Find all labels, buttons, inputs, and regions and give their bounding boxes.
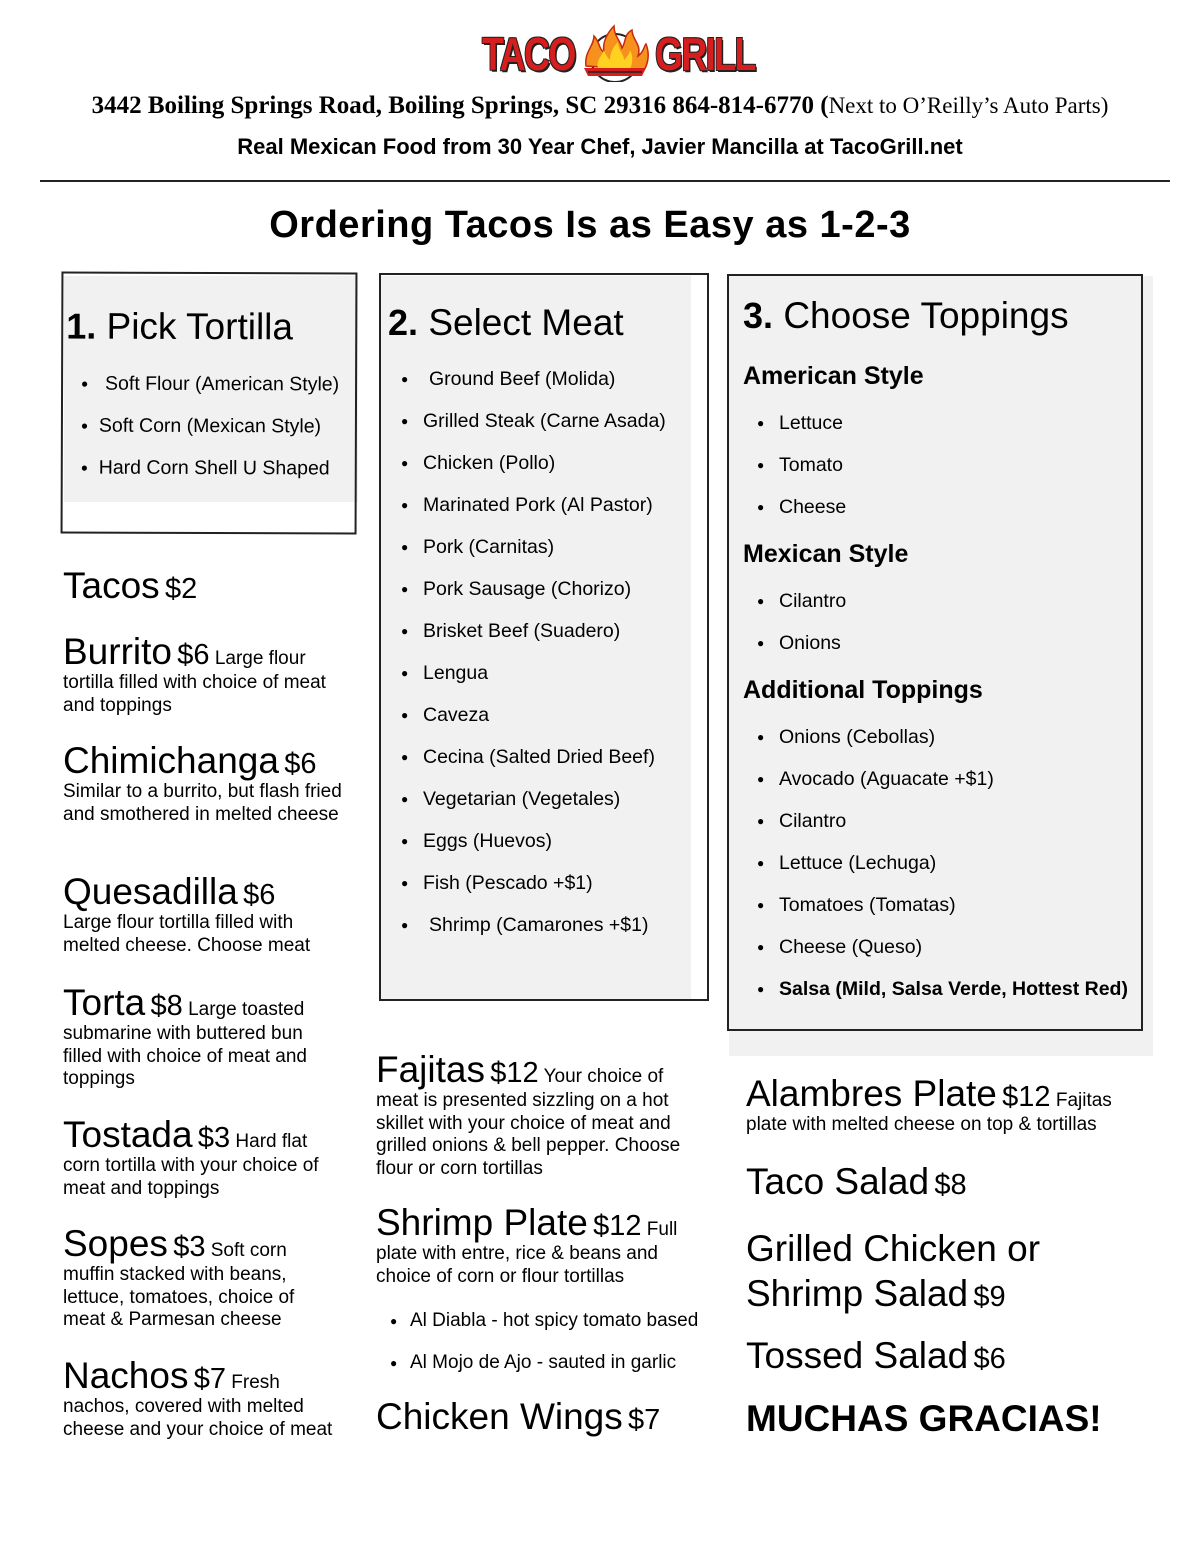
logo-text-taco: TACO <box>482 28 575 80</box>
menu-item-quesadilla <box>63 872 343 957</box>
item-desc: meat is presented sizzling on a hot skillet with your choice of meat and grilled onions & bell pepper. Choose flour or corn tortillas <box>376 1090 681 1179</box>
list-item: ● Fish (Pescado +$1) <box>387 862 666 904</box>
list-item: ● Soft Flour (American Style) <box>67 363 339 406</box>
step2-heading <box>388 303 624 343</box>
list-item: ● Shrimp (Camarones +$1) <box>387 904 666 946</box>
list-item: ● Lettuce <box>743 402 846 444</box>
item-price: $8 <box>150 990 183 1022</box>
address-text: 3442 Boiling Springs Road, Boiling Springs, SC 29316 864-814-6770 ( <box>91 92 829 119</box>
american-style-heading: American Style <box>743 362 924 390</box>
tagline: Real Mexican Food from 30 Year Chef, Javier Mancilla at TacoGrill.net <box>237 134 963 159</box>
flame-logo-icon <box>572 22 658 82</box>
step2-box <box>379 273 709 1001</box>
item-name: Grilled Chicken or <box>746 1228 1041 1269</box>
item-name: Alambres Plate <box>746 1073 997 1114</box>
step1-heading <box>66 307 293 348</box>
step3-heading <box>743 296 1069 336</box>
item-desc-inline: Fresh <box>231 1372 280 1393</box>
step1-title: Pick Tortilla <box>106 305 294 348</box>
menu-item-burrito <box>63 632 353 717</box>
item-price: $6 <box>973 1343 1006 1375</box>
item-name: Fajitas <box>376 1049 485 1090</box>
item-desc-inline: Your choice of <box>543 1066 664 1087</box>
step3-number: 3. <box>743 295 774 336</box>
list-item: ● Onions (Cebollas) <box>743 716 1128 758</box>
list-item: ● Grilled Steak (Carne Asada) <box>387 400 666 442</box>
item-desc-inline: Soft corn <box>210 1240 287 1261</box>
item-desc: submarine with buttered bun filled with choice of meat and toppings <box>63 1023 307 1089</box>
list-item: ● Cecina (Salted Dried Beef) <box>387 736 666 778</box>
list-item: ● Eggs (Huevos) <box>387 820 666 862</box>
address-note: Next to O’Reilly’s Auto Parts) <box>828 93 1109 118</box>
list-item: ● Brisket Beef (Suadero) <box>387 610 666 652</box>
item-name: Nachos <box>63 1355 189 1396</box>
taco-grill-logo <box>480 22 760 82</box>
mexican-toppings-list <box>743 580 846 664</box>
list-item: ● Al Diabla - hot spicy tomato based <box>376 1300 698 1342</box>
item-name: Taco Salad <box>746 1161 930 1202</box>
list-item: ● Avocado (Aguacate +$1) <box>743 758 1128 800</box>
item-desc-inline: Full <box>646 1219 678 1240</box>
menu-item-tostada <box>63 1115 343 1200</box>
item-desc-inline: Fajitas <box>1055 1090 1112 1111</box>
additional-toppings-list <box>743 716 1128 1010</box>
item-desc: nachos, covered with melted cheese and your choice of meat <box>63 1396 333 1440</box>
item-name: Sopes <box>63 1223 168 1264</box>
american-toppings-list <box>743 402 846 528</box>
item-name-line2: Shrimp Salad <box>746 1273 969 1314</box>
step1-box <box>61 271 358 534</box>
tortilla-list <box>67 363 340 490</box>
step3-title: Choose Toppings <box>783 295 1069 336</box>
item-desc: plate with entre, rice & beans and choice of corn or flour tortillas <box>376 1243 659 1287</box>
item-price: $3 <box>197 1122 231 1154</box>
item-name: Tacos <box>63 565 160 606</box>
page-title: Ordering Tacos Is as Easy as 1-2-3 <box>269 204 911 246</box>
list-item: ● Chicken (Pollo) <box>387 442 666 484</box>
step2-title: Select Meat <box>428 302 624 343</box>
list-item: ● Pork (Carnitas) <box>387 526 666 568</box>
list-item: ● Lengua <box>387 652 666 694</box>
menu-item-taco-salad <box>746 1162 1166 1202</box>
list-item: ● Cilantro <box>743 800 1128 842</box>
address-line <box>0 92 1200 120</box>
item-desc: plate with melted cheese on top & tortillas <box>746 1114 1097 1135</box>
list-item: ● Cilantro <box>743 580 846 622</box>
list-item: ● Marinated Pork (Al Pastor) <box>387 484 666 526</box>
item-price: $12 <box>490 1057 539 1089</box>
item-name: Quesadilla <box>63 871 238 912</box>
list-item: ● Tomatoes (Tomatas) <box>743 884 1128 926</box>
menu-item-tacos <box>63 566 353 606</box>
list-item: ● Ground Beef (Molida) <box>387 358 666 400</box>
item-desc: Similar to a burrito, but flash fried and smothered in melted cheese <box>63 781 342 825</box>
menu-item-grilled-salad <box>746 1226 1166 1316</box>
item-name: Torta <box>63 982 146 1023</box>
item-name: Shrimp Plate <box>376 1202 588 1243</box>
list-item: ● Al Mojo de Ajo - sauted in garlic <box>376 1342 698 1384</box>
item-desc-inline: Hard flat <box>235 1131 308 1152</box>
item-price: $6 <box>177 639 210 671</box>
mexican-style-heading: Mexican Style <box>743 540 909 568</box>
item-price: $6 <box>243 879 276 911</box>
menu-item-tossed-salad <box>746 1336 1166 1376</box>
menu-item-sopes <box>63 1224 323 1332</box>
item-desc-inline: Large flour <box>214 648 306 669</box>
menu-item-chicken-wings <box>376 1397 706 1437</box>
logo-text-grill: GRILL <box>655 28 755 80</box>
item-desc: Large flour tortilla filled with melted cheese. Choose meat <box>63 912 311 956</box>
menu-item-fajitas <box>376 1050 706 1180</box>
item-price: $2 <box>164 573 198 605</box>
list-item: ● Hard Corn Shell U Shaped <box>67 447 339 490</box>
closing-text: MUCHAS GRACIAS! <box>746 1398 1102 1439</box>
item-desc: tortilla filled with choice of meat and toppings <box>63 672 326 716</box>
item-desc: corn tortilla with your choice of meat and toppings <box>63 1155 319 1199</box>
list-item: ● Lettuce (Lechuga) <box>743 842 1128 884</box>
item-price: $7 <box>193 1363 226 1395</box>
menu-item-chimichanga <box>63 741 343 826</box>
list-item: ● Caveza <box>387 694 666 736</box>
list-item: ● Pork Sausage (Chorizo) <box>387 568 666 610</box>
list-item: ● Salsa (Mild, Salsa Verde, Hottest Red) <box>743 968 1128 1010</box>
list-item: ● Vegetarian (Vegetales) <box>387 778 666 820</box>
item-desc-inline: Large toasted <box>188 999 305 1020</box>
item-price: $12 <box>593 1210 642 1242</box>
list-item: ● Onions <box>743 622 846 664</box>
step1-number: 1. <box>66 305 97 347</box>
item-desc: muffin stacked with beans, lettuce, tomatoes, choice of meat & Parmesan cheese <box>63 1264 295 1330</box>
item-price: $6 <box>284 748 317 780</box>
header-divider <box>40 180 1170 182</box>
item-name: Tostada <box>63 1114 193 1155</box>
shrimp-options-list <box>376 1300 698 1384</box>
menu-item-torta <box>63 983 333 1091</box>
list-item: ● Cheese (Queso) <box>743 926 1128 968</box>
item-price: $12 <box>1002 1081 1051 1113</box>
step2-number: 2. <box>388 302 419 343</box>
step3-box <box>727 274 1143 1031</box>
item-price: $7 <box>628 1404 661 1436</box>
menu-item-shrimp-plate <box>376 1203 696 1288</box>
item-name: Tossed Salad <box>746 1335 969 1376</box>
item-price: $9 <box>973 1281 1006 1313</box>
item-price: $3 <box>173 1231 206 1263</box>
menu-item-nachos <box>63 1356 358 1441</box>
item-name: Chicken Wings <box>376 1396 623 1437</box>
meat-list <box>387 358 666 946</box>
list-item: ● Soft Corn (Mexican Style) <box>67 405 339 448</box>
list-item: ● Cheese <box>743 486 846 528</box>
item-price: $8 <box>934 1169 967 1201</box>
menu-item-alambres-plate <box>746 1074 1166 1137</box>
additional-toppings-heading: Additional Toppings <box>743 676 983 704</box>
list-item: ● Tomato <box>743 444 846 486</box>
item-name: Burrito <box>63 631 172 672</box>
item-name: Chimichanga <box>63 740 279 781</box>
